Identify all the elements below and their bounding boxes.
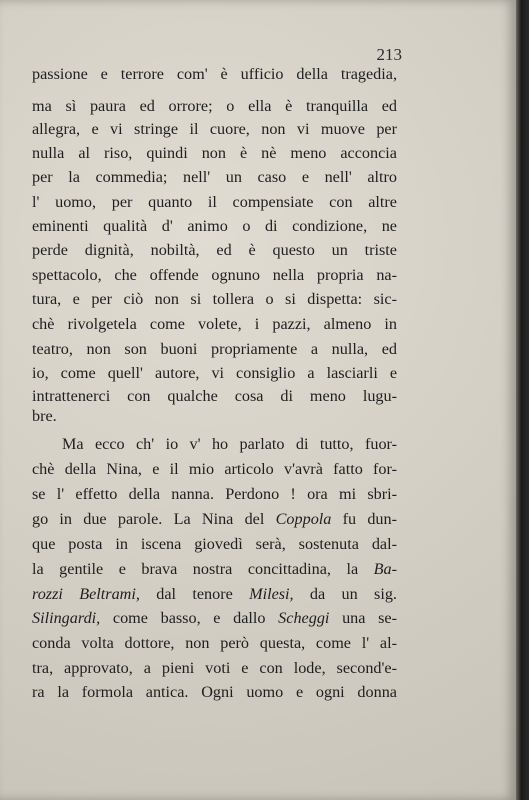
text-line: eminenti qualità d' animo o di condizione, ne [32, 217, 397, 235]
text-line: chè della Nina, e il mio articolo v'avrà fatto for- [32, 460, 397, 478]
text-line: perde dignità, nobiltà, ed è questo un triste [32, 241, 397, 259]
text-line: teatro, non son buoni propriamente a nulla, ed [32, 340, 397, 358]
italic-name: Milesi, [249, 585, 294, 603]
text-line [32, 584, 397, 604]
text-line: conda volta dottore, non però questa, come l' al- [32, 634, 397, 652]
text-line: tura, e per ciò non si tollera o si dispetta: sic- [32, 290, 397, 308]
text-line: Ma ecco ch' io v' ho parlato di tutto, fuor- [62, 435, 397, 453]
text-line: ra la formola antica. Ogni uomo e ogni donna [32, 683, 397, 701]
text-span: dal tenore [139, 585, 250, 603]
italic-name: rozzi Beltrami, [32, 585, 140, 603]
page-edge-shadow [516, 0, 529, 800]
italic-name: Ba- [373, 560, 397, 578]
text-span: da un sig. [293, 585, 397, 603]
italic-name: Silingardi, [32, 609, 101, 627]
text-line: l' uomo, per quanto il compensiate con altre [32, 193, 397, 211]
text-span: go in due parole. La Nina del [32, 510, 276, 528]
italic-name: Scheggi [278, 609, 330, 627]
text-line: se l' effetto della nanna. Perdono ! ora mi sbri- [32, 485, 397, 503]
text-line: intrattenerci con qualche cosa di meno lugu- [32, 387, 397, 405]
text-span: una se- [329, 609, 397, 627]
text-line [32, 509, 397, 529]
text-span: come basso, e dallo [100, 609, 279, 627]
text-span: fu dun- [331, 510, 397, 528]
text-line: ma sì paura ed orrore; o ella è tranquilla ed [32, 97, 397, 115]
text-line: que posta in iscena giovedì serà, sostenuta dal- [32, 535, 397, 553]
text-line: tra, approvato, a pieni voti e con lode, second'e- [32, 659, 397, 677]
text-line [32, 559, 397, 579]
text-line: spettacolo, che offende ognuno nella propria na- [32, 266, 397, 284]
italic-name: Coppola [275, 510, 332, 528]
text-line [32, 608, 397, 628]
text-span: la gentile e brava nostra concittadina, la [32, 560, 374, 578]
text-line: nulla al riso, quindi non è nè meno acconcia [32, 144, 397, 162]
page-number: 213 [376, 45, 402, 64]
text-line: per la commedia; nell' un caso e nell' altro [32, 168, 397, 186]
text-line: io, come quell' autore, vi consiglio a lasciarli e [32, 364, 397, 382]
text-line: bre. [32, 407, 57, 425]
text-line: allegra, e vi stringe il cuore, non vi muove per [32, 120, 397, 138]
text-line: passione e terrore com' è ufficio della tragedia, [32, 65, 397, 83]
text-line: chè rivolgetela come volete, i pazzi, almeno in [32, 315, 397, 333]
